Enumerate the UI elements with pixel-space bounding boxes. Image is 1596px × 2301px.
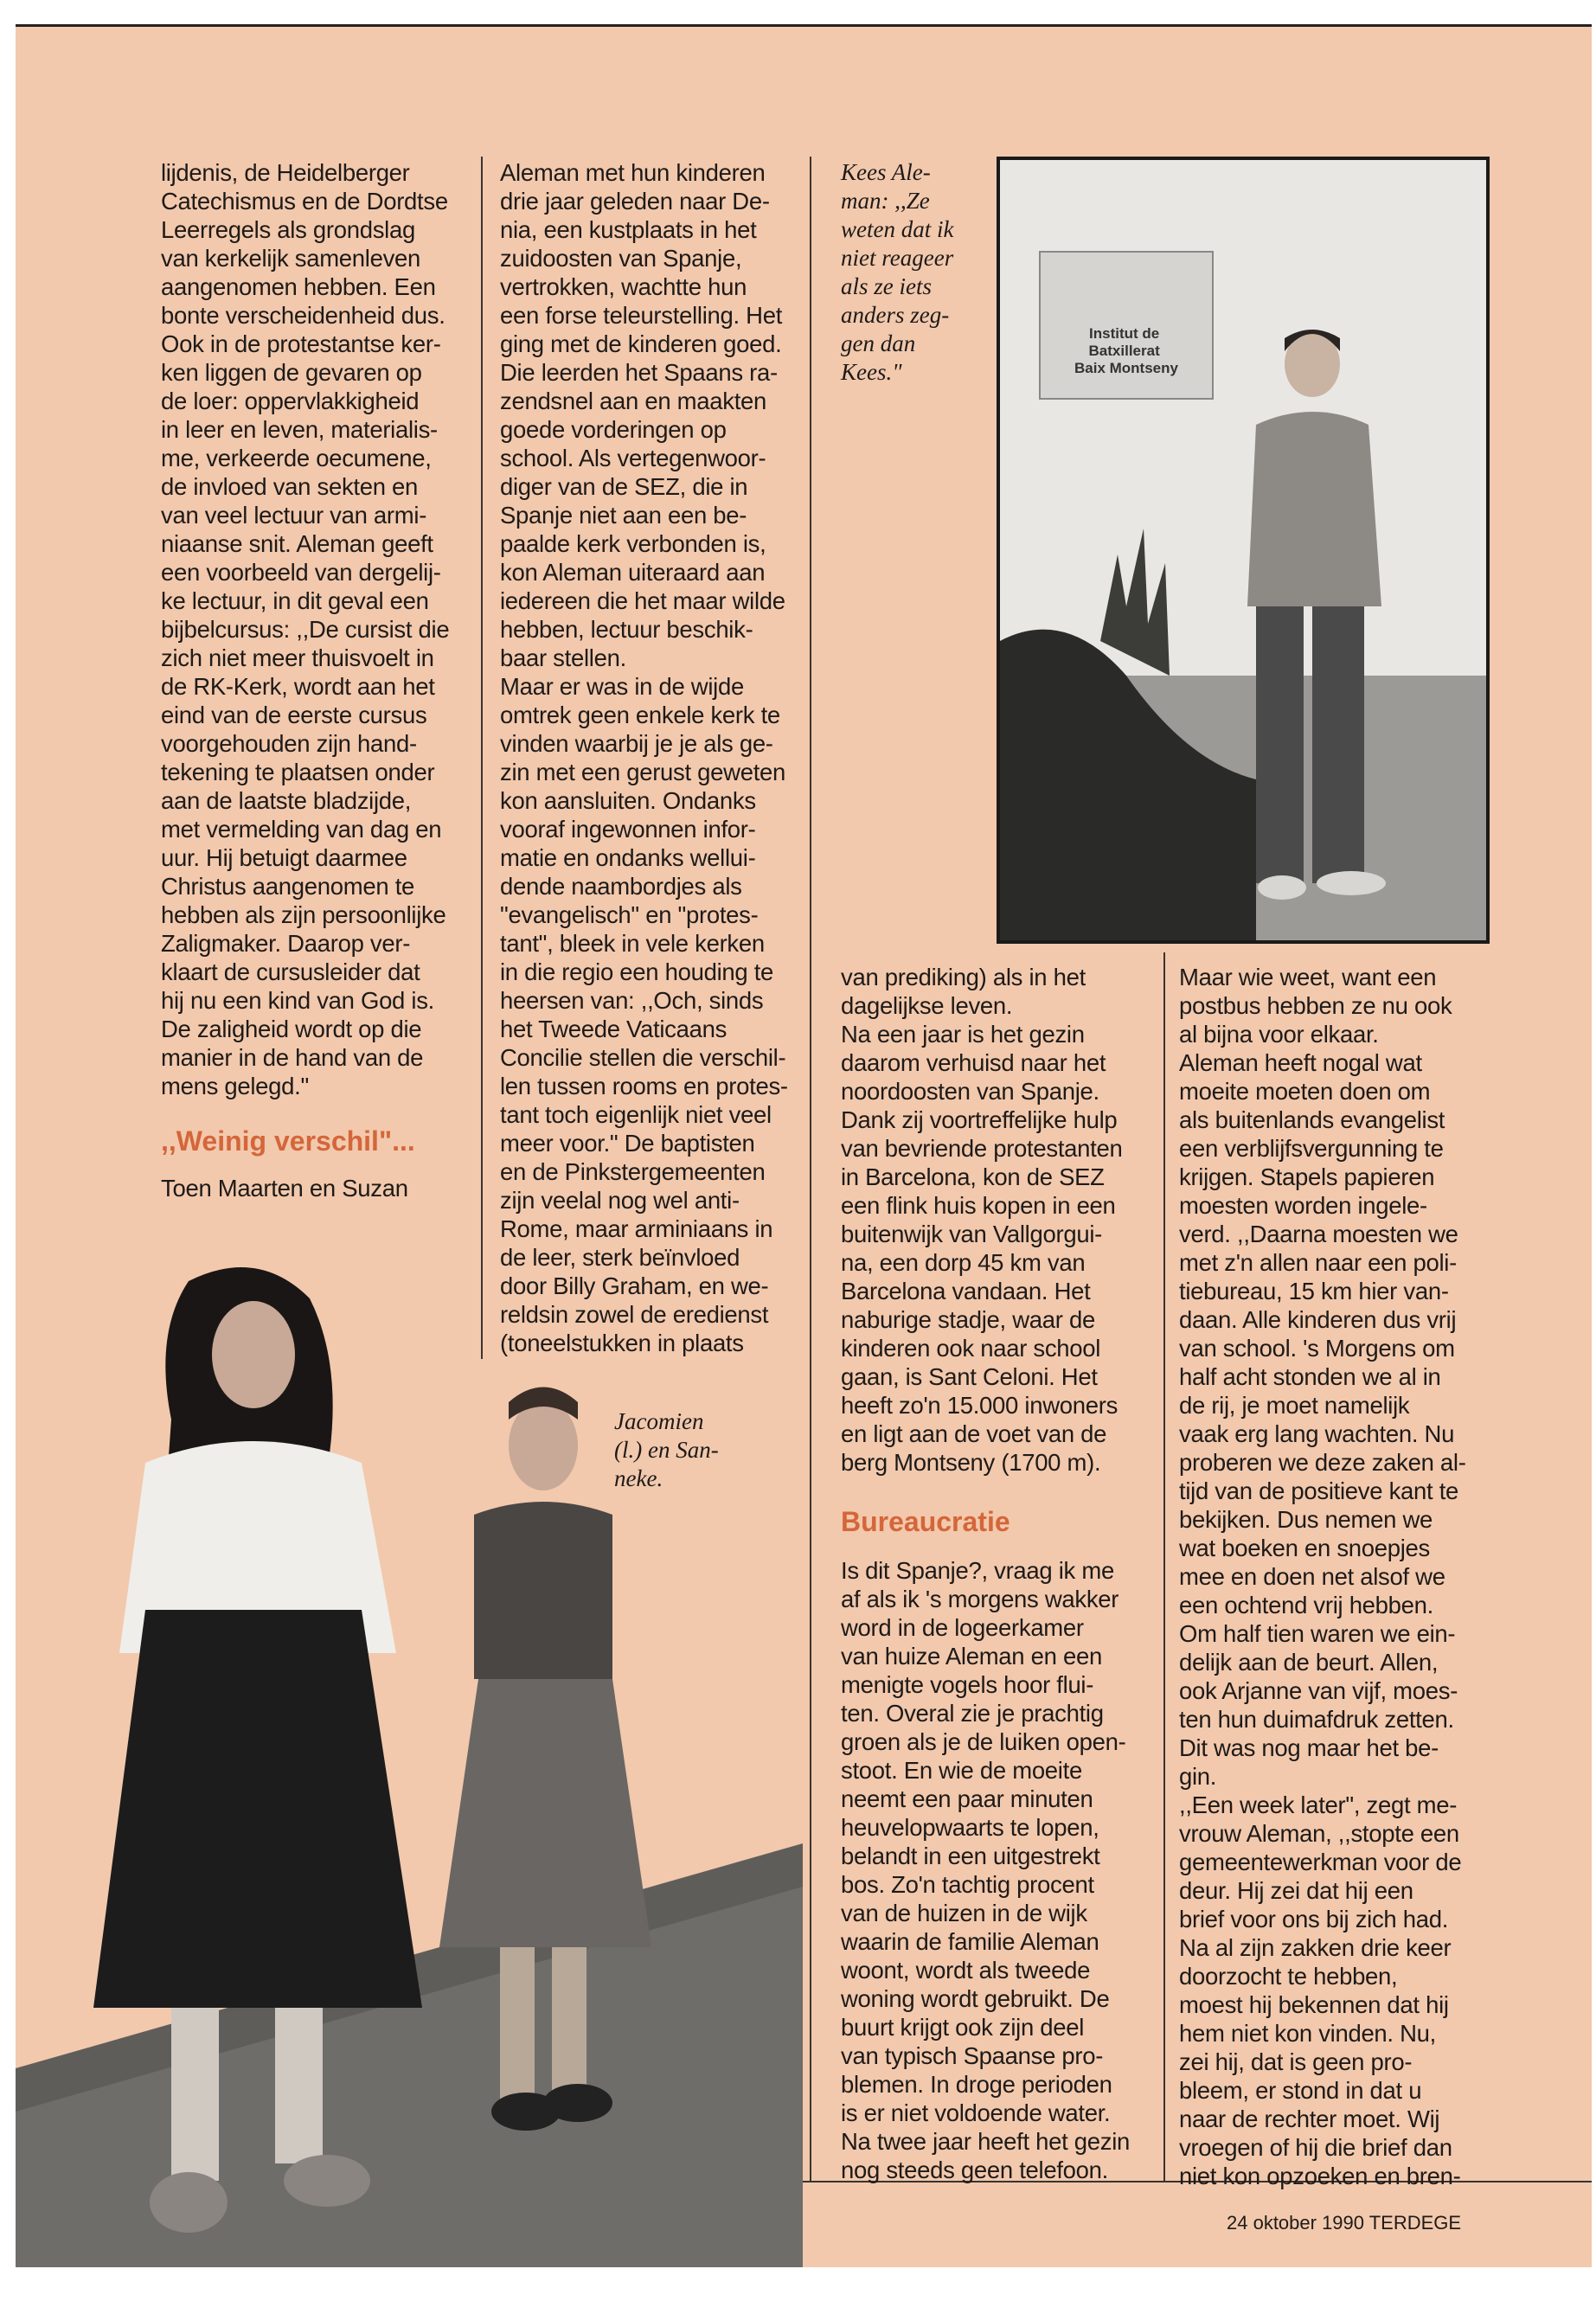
- section-heading-weinig-verschil: ,,Weinig verschil"...: [161, 1125, 415, 1157]
- article-column-1: lijdenis, de Heidelberger Catechismus en de Dordtse Leerregels als grondslag van kerkelijk samenleven aangenomen hebben. Een bonte verscheidenheid dus. Ook in de protestantse ker- ken liggen de gevaren op de loer: oppervlakkigheid in leer en leven, materialis- me, verkeerde oecumene, de invloed van sekten en van veel lectuur van armi- niaanse snit. Aleman geeft een voorbeeld van dergelij- ke lectuur, in dit geval een bijbelcursus: ,,De cursist die zich niet meer thuisvoelt in de RK-Kerk, wordt aan het eind van de eerste cursus voorgehouden zijn hand- tekening te plaatsen onder aan de laatste bladzijde, met vermelding van dag en uur. Hij betuigt daarmee Christus aangenomen te hebben als zijn persoonlijke Zaligmaker. Daarop ver- klaart de cursusleider dat hij nu een kind van God is. De zaligheid wordt op die manier in de hand van de mens gelegd.": [161, 159, 450, 1099]
- sign-text: [1074, 325, 1179, 376]
- photo-caption-kees: Kees Ale- man: ,,Ze weten dat ik niet reageer als ze iets anders zeg- gen dan Kees.": [841, 159, 954, 385]
- article-column-3: van prediking) als in het dagelijkse leven. Na een jaar is het gezin daarom verhuisd naar het noordoosten van Spanje. Dank zij voortreffelijke hulp van bevriende protestanten in Barcelona, kon de SEZ een flink huis kopen in een buitenwijk van Vallgorgui- na, een dorp 45 km van Barcelona vandaan. Het naburige stadje, waar de kinderen ook naar school gaan, is Sant Celoni. Het heeft zo'n 15.000 inwoners en ligt aan de voet van de berg Montseny (1700 m).: [841, 964, 1123, 1476]
- article-column-1-continued: Toen Maarten en Suzan: [161, 1175, 408, 1202]
- column-rule: [481, 157, 483, 1359]
- article-column-2: Aleman met hun kinderen drie jaar geleden naar De- nia, een kustplaats in het zuidoosten van Spanje, vertrokken, wachtte hun een forse teleurstelling. Het ging met de kinderen goed. Die leerden het Spaans ra- zendsnel aan en maakten goede vorderingen op school. Als vertegenwoor- diger van de SEZ, die in Spanje niet aan een be- paalde kerk verbonden is, kon Aleman uiteraard aan iedereen die het maar wilde hebben, lectuur beschik- baar stellen. Maar er was in de wijde omtrek geen enkele kerk te vinden waarbij je je als ge- zin met een gerust geweten kon aansluiten. Ondanks vooraf ingewonnen infor- matie en ondanks wellui- dende naambordjes als "evangelisch" en "protes- tant", bleek in vele kerken in die regio een houding te heersen van: ,,Och, sinds het Tweede Vaticaans Concilie stellen die verschil- len tussen rooms en protes- tant toch eigenlijk niet veel meer voor." De baptisten en de Pinkstergemeenten zijn veelal nog wel anti- Rome, maar arminiaans in de leer, sterk beïnvloed door Billy Graham, en we- reldsin zowel de eredienst (toneelstukken in plaats: [500, 159, 788, 1356]
- page-footer: 24 oktober 1990 TERDEGE: [1227, 2212, 1462, 2234]
- section-heading-bureaucratie: Bureaucratie: [841, 1506, 1010, 1537]
- photo-kees-aleman: [997, 157, 1490, 944]
- photo-jacomien-sanneke: [16, 1247, 803, 2267]
- article-column-3-continued: Is dit Spanje?, vraag ik me af als ik 's morgens wakker word in de logeerkamer van huize Aleman en een menigte vogels hoor flui- ten. Overal zie je prachtig groen als je de luiken open- stoot. En wie de moeite neemt een paar minuten heuvelopwaarts te lopen, belandt in een uitgestrekt bos. Zo'n tachtig procent van de huizen in de wijk waarin de familie Aleman woont, wordt als tweede woning wordt gebruikt. De buurt krijgt ook zijn deel van typisch Spaanse pro- blemen. In droge perioden is er niet voldoende water. Na twee jaar heeft het gezin nog steeds geen telefoon.: [841, 1557, 1131, 2183]
- column-rule: [1163, 952, 1165, 2181]
- sign-line-1: Institut de: [1089, 325, 1160, 342]
- sign-line-3: Baix Montseny: [1074, 360, 1178, 376]
- magazine-page: [16, 24, 1592, 2267]
- article-column-4: Maar wie weet, want een postbus hebben ze nu ook al bijna voor elkaar. Aleman heeft nogal wat moeite moeten doen om als buitenlands evangelist een verblijfsvergunning te krijgen. Stapels papieren moesten worden ingele- verd. ,,Daarna moesten we met z'n allen naar een poli- tiebureau, 15 km hier van- daan. Alle kinderen dus vrij van school. 's Morgens om half acht stonden we al in de rij, je moet namelijk vaak erg lang wachten. Nu proberen we deze zaken al- tijd van de positieve kant te bekijken. Dus nemen we wat boeken en snoepjes mee en doen net alsof we een ochtend vrij hebben. Om half tien waren we ein- delijk aan de beurt. Allen, ook Arjanne van vijf, moes- ten hun duimafdruk zetten. Dit was nog maar het be- gin. ,,Een week later", zegt me- vrouw Aleman, ,,stopte een gemeentewerkman voor de deur. Hij zei dat hij een brief voor ons bij zich had. Na al zijn zakken drie keer doorzocht te hebben, moest hij bekennen dat hij hem niet kon vinden. Nu, zei hij, dat is geen pro- bleem, er stond in dat u naar de rechter moet. Wij vroegen of hij die brief dan niet kon opzoeken en bren-: [1179, 964, 1466, 2189]
- photo-caption-girls: Jacomien (l.) en San- neke.: [614, 1408, 719, 1491]
- sign-line-2: Batxillerat: [1088, 343, 1160, 359]
